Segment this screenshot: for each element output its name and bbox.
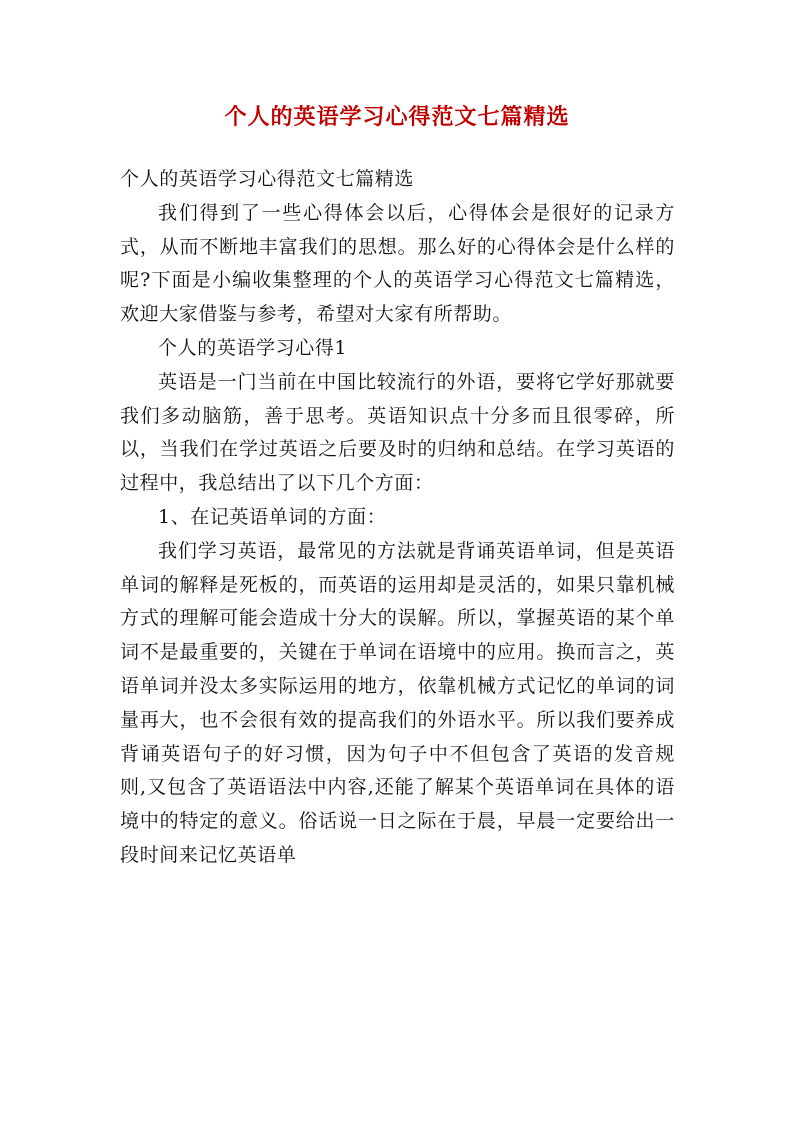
section-paragraph: 英语是一门当前在中国比较流行的外语，要将它学好那就要我们多动脑筋，善于思考。英语知识点十分多而且很零碎，所以，当我们在学过英语之后要及时的归纳和总结。在学习英语的过程中，我总结出了以下几个方面： (120, 370, 675, 495)
section-heading: 个人的英语学习心得1 (158, 336, 348, 359)
content-paragraph: 我们学习英语，最常见的方法就是背诵英语单词，但是英语单词的解释是死板的，而英语的运用却是灵活的，如果只靠机械方式的理解可能会造成十分大的误解。所以，掌握英语的某个单词不是最重要的，关键在于单词在语境中的应用。换而言之，英语单词并没太多实际运用的地方，依靠机械方式记忆的单词的词量再大，也不会很有效的提高我们的外语水平。所以我们要养成背诵英语句子的好习惯，因为句子中不但包含了英语的发音规则,又包含了英语语法中内容,还能了解某个英语单词在具体的语境中的特定的意义。俗话说一日之际在于晨，早晨一定要给出一段时间来记忆英语单 (120, 539, 675, 866)
subtitle-paragraph: 个人的英语学习心得范文七篇精选 (120, 168, 415, 190)
document-title: 个人的英语学习心得范文七篇精选 (224, 104, 570, 130)
intro-paragraph: 我们得到了一些心得体会以后，心得体会是很好的记录方式，从而不断地丰富我们的思想。那么好的心得体会是什么样的呢?下面是小编收集整理的个人的英语学习心得范文七篇精选，欢迎大家借鉴与参考，希望对大家有所帮助。 (120, 201, 675, 326)
document-body (120, 163, 675, 873)
list-item-heading: 1、在记英语单词的方面： (158, 505, 387, 528)
